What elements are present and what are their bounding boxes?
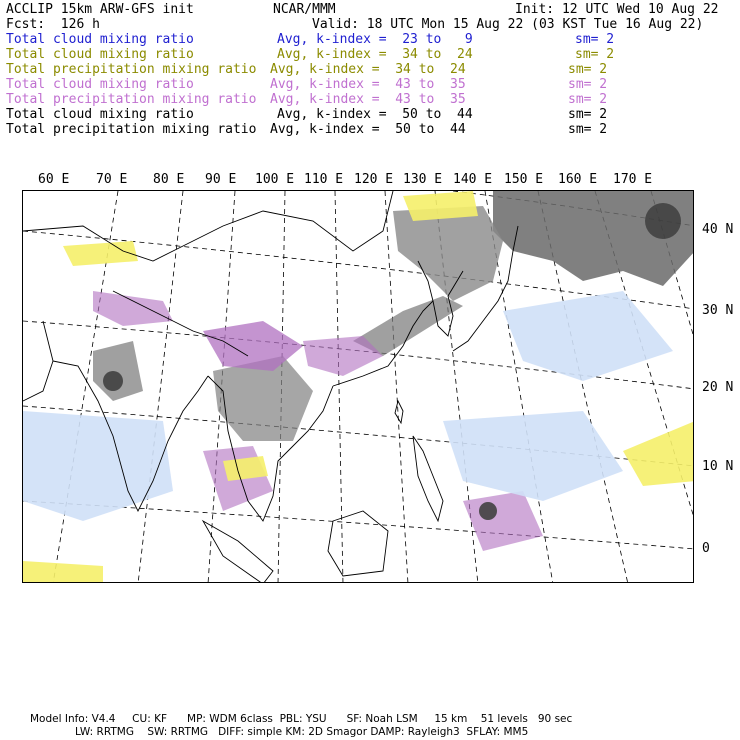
legend-smoothing: sm= 2: [568, 92, 608, 107]
org-label: NCAR/MMM: [273, 2, 336, 17]
legend-k-index-range: Avg, k-index = 34 to 24: [277, 47, 473, 62]
legend-k-index-range: Avg, k-index = 43 to 35: [270, 92, 466, 107]
blue-patch-philippine-sea: [443, 411, 623, 501]
purple-patch-pacific: [463, 491, 543, 551]
lon-label-110e: 110 E: [304, 172, 344, 187]
map-panel: [22, 190, 694, 583]
legend-k-index-range: Avg, k-index = 50 to 44: [270, 122, 466, 137]
legend-smoothing: sm= 2: [575, 32, 615, 47]
lon-label-80e: 80 E: [153, 172, 185, 187]
yellow-patch-west-pacific: [623, 421, 694, 486]
map-canvas: [23, 191, 694, 583]
forecast-hour: Fcst: 126 h: [6, 17, 100, 32]
gray-cloud-mass-korea: [393, 206, 503, 301]
blue-patch-north-pacific: [503, 291, 673, 381]
init-time: Init: 12 UTC Wed 10 Aug 22: [515, 2, 719, 17]
model-title: ACCLIP 15km ARW-GFS init: [6, 2, 194, 17]
lat-label-10n: 10 N: [702, 459, 734, 474]
meridian-110e: [335, 191, 343, 583]
lon-label-70e: 70 E: [96, 172, 128, 187]
legend-k-index-range: Avg, k-index = 43 to 35: [270, 77, 466, 92]
valid-time: Valid: 18 UTC Mon 15 Aug 22 (03 KST Tue 16 Aug 22): [312, 17, 704, 32]
lon-label-130e: 130 E: [403, 172, 443, 187]
lon-label-160e: 160 E: [558, 172, 598, 187]
legend-k-index-range: Avg, k-index = 23 to 9: [277, 32, 473, 47]
lon-label-170e: 170 E: [613, 172, 653, 187]
yellow-patch-south-edge: [23, 561, 103, 583]
legend-k-index-range: Avg, k-index = 50 to 44: [277, 107, 473, 122]
lat-label-0: 0: [702, 541, 710, 556]
precip-shading: [23, 191, 694, 583]
lat-label-40n: 40 N: [702, 222, 734, 237]
lon-label-150e: 150 E: [504, 172, 544, 187]
parallel-0: [23, 501, 694, 549]
lon-label-100e: 100 E: [255, 172, 295, 187]
dark-core-arabian-sea: [103, 371, 123, 391]
lat-label-20n: 20 N: [702, 380, 734, 395]
model-info-line2: LW: RRTMG SW: RRTMG DIFF: simple KM: 2D Smagor DAMP: Rayleigh3 SFLAY: MM5: [75, 726, 529, 738]
coast-sumatra: [203, 521, 273, 583]
legend-smoothing: sm= 2: [568, 122, 608, 137]
purple-patch-himalaya: [93, 291, 173, 326]
lon-label-120e: 120 E: [354, 172, 394, 187]
legend-field-label: Total cloud mixing ratio: [6, 77, 194, 92]
lon-label-90e: 90 E: [205, 172, 237, 187]
coast-taiwan: [395, 401, 403, 423]
legend-smoothing: sm= 2: [575, 47, 615, 62]
lon-label-140e: 140 E: [453, 172, 493, 187]
yellow-patch-central-asia: [63, 241, 138, 266]
legend-smoothing: sm= 2: [568, 107, 608, 122]
lon-label-60e: 60 E: [38, 172, 70, 187]
legend-field-label: Total cloud mixing ratio: [6, 32, 194, 47]
coast-arabia: [23, 321, 53, 401]
gray-cloud-india: [93, 341, 143, 401]
blue-patch-indian-ocean: [23, 411, 173, 521]
lat-label-30n: 30 N: [702, 303, 734, 318]
model-info-line1: Model Info: V4.4 CU: KF MP: WDM 6class PBL: YSU SF: Noah LSM 15 km 51 levels 90 sec: [30, 713, 573, 725]
legend-field-label: Total cloud mixing ratio: [6, 107, 194, 122]
legend-field-label: Total precipitation mixing ratio: [6, 62, 257, 77]
legend-smoothing: sm= 2: [568, 62, 608, 77]
legend-smoothing: sm= 2: [568, 77, 608, 92]
dark-core-ne-pacific: [645, 203, 681, 239]
coast-philippines: [413, 436, 443, 521]
yellow-patch-mongolia: [403, 191, 478, 221]
coast-borneo: [328, 511, 388, 576]
legend-field-label: Total cloud mixing ratio: [6, 47, 194, 62]
legend-field-label: Total precipitation mixing ratio: [6, 122, 257, 137]
dark-core-western-pacific: [479, 502, 497, 520]
legend-field-label: Total precipitation mixing ratio: [6, 92, 257, 107]
legend-k-index-range: Avg, k-index = 34 to 24: [270, 62, 466, 77]
